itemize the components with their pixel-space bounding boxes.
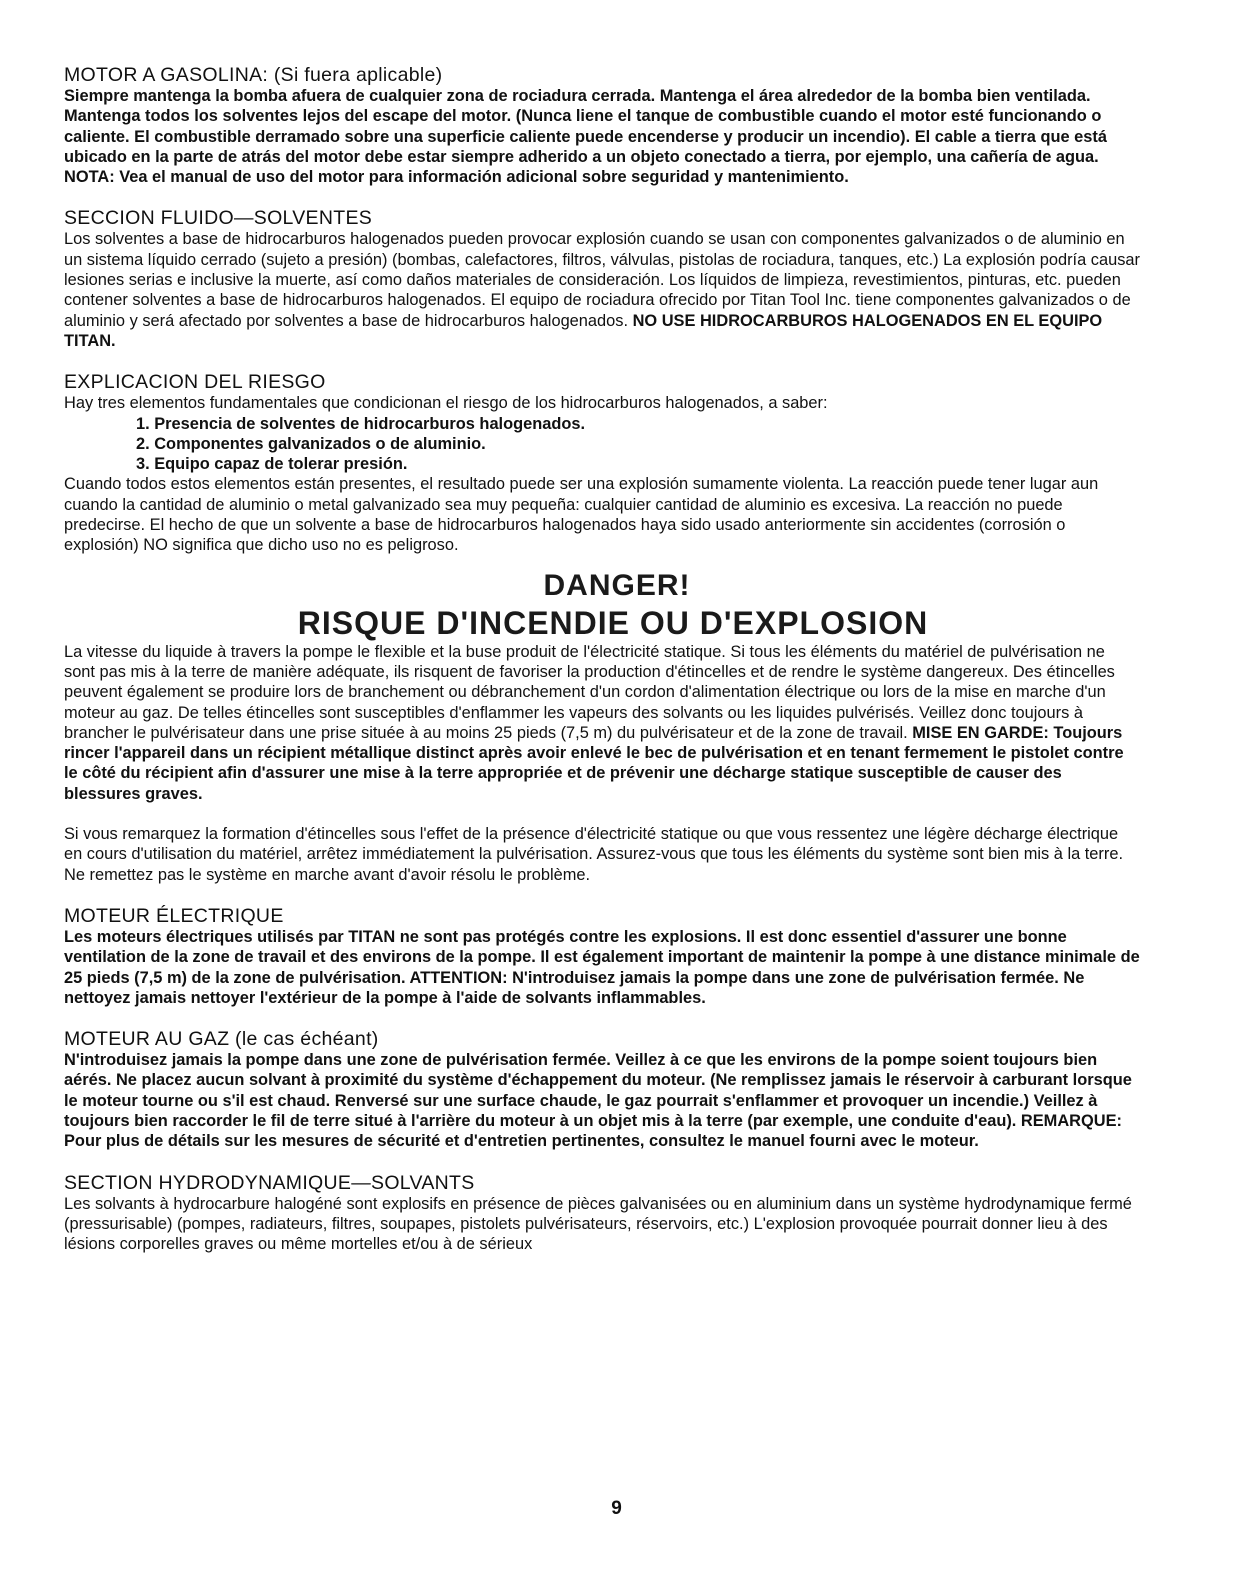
section-title-moteur-electrique: MOTEUR ÉLECTRIQUE	[64, 904, 284, 927]
danger-heading: DANGER!	[543, 568, 691, 602]
risk-list	[64, 414, 1140, 475]
section-body-seccion-fluido	[64, 229, 1140, 351]
danger-subheading: RISQUE D'INCENDIE OU D'EXPLOSION	[297, 604, 929, 641]
section-title-seccion-fluido: SECCION FLUIDO—SOLVENTES	[64, 207, 373, 230]
section-title-explicacion: EXPLICACION DEL RIESGO	[64, 371, 326, 394]
section-title-moteur-gaz: MOTEUR AU GAZ (le cas échéant)	[64, 1028, 379, 1051]
danger-body-2: Si vous remarquez la formation d'étincelles sous l'effet de la présence d'électricité statique ou que vous ressentez une légère décharge électrique en cours d'utilisation du matériel, arrêtez immédiatement la pulvérisation. Assurez-vous que tous les éléments du système sont bien mis à la terre. Ne remettez pas le système en marche avant d'avoir résolu le problème.	[64, 825, 1124, 884]
seccion-fluido-warning: NO USE HIDROCARBUROS HALOGENADOS EN EL EQUIPO TITAN.	[64, 311, 1103, 350]
list-item: 1. Presencia de solventes de hidrocarburos halogenados.	[136, 414, 586, 433]
explicacion-intro: Hay tres elementos fundamentales que condicionan el riesgo de los hidrocarburos halogenados, a saber:	[64, 394, 828, 413]
danger-warning: MISE EN GARDE: Toujours rincer l'appareil dans un récipient métallique distinct après avoir enlevé le bec de pulvérisation et en tenant fermement le pistolet contre le côté du récipient afin d'assurer une mise à la terre appropriée et de prévenir une décharge statique susceptible de causer des blessures graves.	[64, 723, 1124, 803]
document-page	[64, 64, 1140, 1254]
section-body-section-hydro: Les solvants à hydrocarbure halogéné sont explosifs en présence de pièces galvanisées ou en aluminium dans un système hydrodynamique fermé (pressurisable) (pompes, radiateurs, filtres, soupapes, pistolets pulvérisateurs, réservoirs, etc.) L'explosion provoquée pourrait donner lieu à des lésions corporelles graves ou même mortelles et/ou à de sérieux	[64, 1194, 1132, 1254]
page-number: 9	[611, 1498, 622, 1519]
list-item: 2. Componentes galvanizados o de aluminio.	[136, 434, 486, 453]
list-item: 3. Equipo capaz de tolerar presión.	[136, 455, 408, 474]
section-body-motor-gasolina: Siempre mantenga la bomba afuera de cualquier zona de rociadura cerrada. Mantenga el área alrededor de la bomba bien ventilada. Mantenga todos los solventes lejos del escape del motor. (Nunca liene el tanque de combustible cuando el motor esté funcionando o caliente. El combustible derramado sobre una superficie caliente puede encenderse y producir un incendio). El cable a tierra que está ubicado en la parte de atrás del motor debe estar siempre adherido a un objeto conectado a tierra, por ejemplo, una cañería de agua. NOTA: Vea el manual de uso del motor para información adicional sobre seguridad y mantenimiento.	[64, 87, 1107, 187]
danger-text: La vitesse du liquide à travers la pompe le flexible et la buse produit de l'électricité statique. Si tous les éléments du matériel de pulvérisation ne sont pas mis à la terre de manière adéquate, ils risquent de favoriser la production d'étincelles et de rendre le système dangereux. Des étincelles peuvent également se produire lors de branchement ou débranchement d'un cordon d'alimentation électrique ou lors de la mise en marche d'un moteur au gaz. De telles étincelles sont susceptibles d'enflammer les vapeurs des solvants ou les liquides pulvérisés. Veillez donc toujours à brancher le pulvérisateur dans une prise située à au moins 25 pieds (7,5 m) du pulvérisateur et de la zone de travail.	[64, 642, 1115, 742]
section-title-motor-gasolina: MOTOR A GASOLINA: (Si fuera aplicable)	[64, 64, 443, 86]
section-body-moteur-electrique: Les moteurs électriques utilisés par TITAN ne sont pas protégés contre les explosions. Il est donc essentiel d'assurer une bonne ventilation de la zone de travail et des environs de la pompe. Il est également important de maintenir la pompe à une distance minimale de 25 pieds (7,5 m) de la zone de pulvérisation. ATTENTION: N'introduisez jamais la pompe dans une zone de pulvérisation fermée. Ne nettoyez jamais nettoyer l'extérieur de la pompe à l'aide de solvants inflammables.	[64, 927, 1140, 1007]
seccion-fluido-text: Los solventes a base de hidrocarburos halogenados pueden provocar explosión cuando se usan con componentes galvanizados o de aluminio en un sistema líquido cerrado (sujeto a presión) (bombas, calefactores, filtros, válvulas, pistolas de rociadura, tanques, etc.) La explosión podría causar lesiones serias e inclusive la muerte, así como daños materiales de consideración. Los líquidos de limpieza, revestimientos, pinturas, etc. pueden contener solventes a base de hidrocarburos halogenados. El equipo de rociadura ofrecido por Titan Tool Inc. tiene componentes galvanizados o de aluminio y será afectado por solventes a base de hidrocarburos halogenados.	[64, 230, 1140, 330]
section-title-section-hydro: SECTION HYDRODYNAMIQUE—SOLVANTS	[64, 1171, 475, 1194]
explicacion-body: Cuando todos estos elementos están presentes, el resultado puede ser una explosión sumamente violenta. La reacción puede tener lugar aun cuando la cantidad de aluminio o metal galvanizado sea muy pequeña: cualquier cantidad de aluminio es excesiva. La reacción no puede predecirse. El hecho de que un solvente a base de hidrocarburos halogenados haya sido usado anteriormente sin accidentes (corrosión o explosión) NO significa que dicho uso no es peligroso.	[64, 475, 1099, 555]
section-body-moteur-gaz: N'introduisez jamais la pompe dans une zone de pulvérisation fermée. Veillez à ce que les environs de la pompe soient toujours bien aérés. Ne placez aucun solvant à proximité du système d'échappement du moteur. (Ne remplissez jamais le réservoir à carburant lorsque le moteur tourne ou s'il est chaud. Renversé sur une surface chaude, le gaz pourrait s'enflammer et provoquer un incendie.) Veillez à toujours bien raccorder le fil de terre situé à l'arrière du moteur à un objet mis à la terre (par exemple, une conduite d'eau). REMARQUE: Pour plus de détails sur les mesures de sécurité et d'entretien pertinentes, consultez le manuel fourni avec le moteur.	[64, 1051, 1132, 1151]
danger-body	[64, 642, 1140, 804]
